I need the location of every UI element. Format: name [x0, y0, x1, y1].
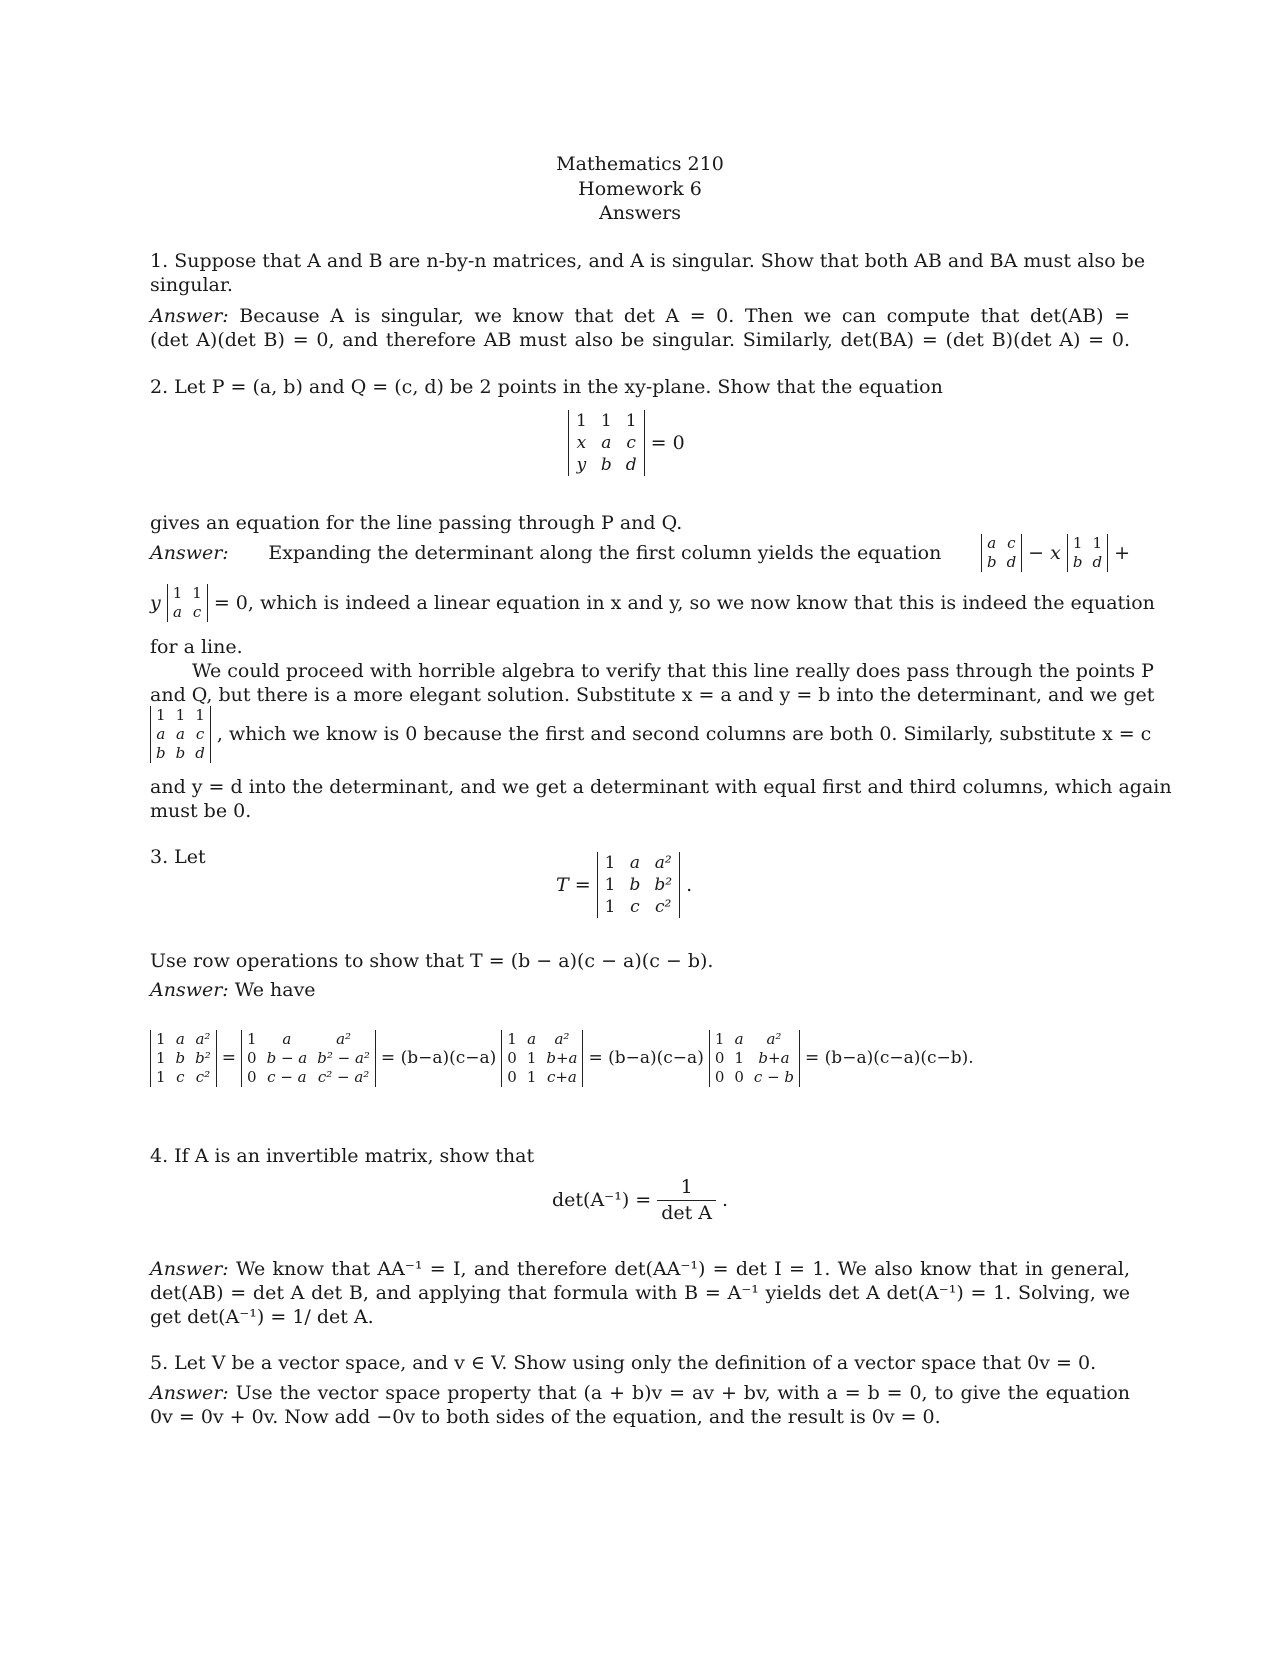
p2-after: gives an equation for the line passing through P and Q. [150, 512, 683, 534]
matrix-cell: 1 [714, 1030, 725, 1048]
matrix-cell: 1 [734, 1049, 744, 1067]
matrix-row [597, 852, 679, 874]
p3-intro: 3. Let [150, 846, 206, 868]
matrix-cell: a [175, 725, 185, 743]
matrix-cell: c [176, 1068, 185, 1086]
matrix-row [151, 1030, 217, 1049]
p1-question-line1: 1. Suppose that A and B are n-by-n matrices, and A is singular. Show that both AB and BA must also be [150, 250, 1146, 272]
matrix-cell: b² [195, 1049, 211, 1067]
matrix-row [502, 1030, 583, 1049]
matrix-cell: a [601, 433, 612, 453]
p3-T-determinant [597, 852, 680, 918]
p3-T-definition: T = 1 a a² 1 b b² 1 c c² . [556, 853, 693, 917]
matrix-cell: b [629, 875, 641, 895]
p2-para2-line1: We could proceed with horrible algebra to verify that this line really does pass through the points P [192, 660, 1154, 682]
matrix-row [1067, 553, 1107, 572]
matrix-cell: 1 [156, 1068, 166, 1086]
matrix-cell: 0 [714, 1049, 725, 1067]
p2-para2-line3: 1 1 1 a a c b b d , which we know is 0 because the first and second columns are both 0. Similarly, substitute x = c [150, 706, 1151, 763]
matrix-cell: 0 [714, 1068, 725, 1086]
matrix-cell: c − a [267, 1068, 307, 1086]
matrix-cell: 0 [507, 1068, 517, 1086]
matrix-row [242, 1049, 376, 1068]
matrix-cell: b [1072, 553, 1083, 571]
matrix-row [151, 1049, 217, 1068]
matrix-cell: 1 [156, 1030, 166, 1048]
p2-answer-line1: Answer: Expanding the determinant along the first column yields the equation a c b d − x 1 1 b d + [150, 534, 1130, 571]
matrix-row [597, 874, 679, 896]
matrix-row [151, 725, 211, 744]
matrix-row [242, 1068, 376, 1087]
matrix-cell: a [987, 534, 997, 552]
matrix-cell: 1 [175, 706, 186, 724]
matrix-row [709, 1030, 799, 1049]
matrix-cell: a [173, 603, 182, 621]
matrix-cell: c² [655, 897, 672, 917]
matrix-cell: b − a [266, 1049, 308, 1067]
matrix-cell: c [1007, 534, 1016, 552]
p4-answer-line3: get det(A⁻¹) = 1/ det A. [150, 1306, 374, 1328]
p3-m4 [709, 1030, 800, 1087]
matrix-row [709, 1068, 799, 1087]
matrix-cell: 1 [604, 897, 616, 917]
matrix-cell: c² [195, 1068, 211, 1086]
p2-answer-line2: y 1 1 a c = 0, which is indeed a linear equation in x and y, so we now know that this is indeed the equation [150, 584, 1155, 621]
matrix-cell: a [527, 1030, 537, 1048]
matrix-row [167, 603, 207, 622]
matrix-cell: 1 [576, 411, 587, 431]
matrix-cell: d [1006, 553, 1017, 571]
matrix-cell: 0 [247, 1068, 257, 1086]
p3-answer: Answer: We have [150, 979, 316, 1001]
matrix-row [167, 584, 207, 603]
matrix-cell: d [625, 455, 637, 475]
matrix-cell: c [195, 725, 205, 743]
p2-equation: 1 1 1 x a c y b d = 0 [568, 410, 685, 476]
matrix-row [597, 896, 679, 918]
matrix-cell: a [175, 1030, 185, 1048]
p3-row-reduction: 1 a a² 1 b b² 1 c c² = 1 a a² 0 b − a b² − a² 0 c − a c² − a² = (b−a)(c−a) 1 a a² 0 1 b+a 0 1 c+a = (b−a)(c−a) 1 a a² 0 1 b+a 0 0 c − b = (b−a)(c−a)(c−b). [150, 1030, 974, 1087]
p5-question: 5. Let V be a vector space, and v ∈ V. Show using only the definition of a vector space that 0v = 0. [150, 1352, 1097, 1374]
matrix-cell: b+a [758, 1049, 790, 1067]
matrix-cell: 1 [247, 1030, 257, 1048]
matrix-cell: 1 [156, 706, 166, 724]
matrix-row [569, 432, 645, 454]
matrix-cell: c [192, 603, 202, 621]
p2-minor1 [981, 534, 1022, 572]
p1-answer-line2: (det A)(det B) = 0, and therefore AB must also be singular. Similarly, det(BA) = (det B)(det A) = 0. [150, 329, 1130, 351]
answers-title: Answers [598, 202, 682, 224]
matrix-cell: c [626, 433, 636, 453]
matrix-cell: c − b [753, 1068, 795, 1086]
homework-title: Homework 6 [578, 178, 702, 200]
matrix-cell: 1 [600, 411, 612, 431]
matrix-cell: y [576, 455, 587, 475]
p2-para2-line4: and y = d into the determinant, and we get a determinant with equal first and third columns, which again [150, 776, 1172, 798]
p2-para2-line2: and Q, but there is a more elegant solution. Substitute x = a and y = b into the determinant, and we get [150, 684, 1155, 706]
matrix-cell: 1 [526, 1068, 537, 1086]
matrix-row [242, 1030, 376, 1049]
matrix-cell: a² [554, 1030, 570, 1048]
p4-answer-line1: Answer: We know that AA⁻¹ = I, and therefore det(AA⁻¹) = det I = 1. We also know that in general, [150, 1258, 1130, 1280]
p3-question: Use row operations to show that T = (b − a)(c − a)(c − b). [150, 950, 714, 972]
matrix-cell: b [986, 553, 997, 571]
p2-question: 2. Let P = (a, b) and Q = (c, d) be 2 points in the xy-plane. Show that the equation [150, 376, 943, 398]
matrix-row [502, 1049, 583, 1068]
p4-formula: det(A⁻¹) = $\frac{1}{\text{det A}}$ . [552, 1176, 729, 1224]
matrix-cell: 1 [195, 706, 205, 724]
matrix-row [151, 706, 211, 725]
matrix-cell: 1 [1072, 534, 1083, 552]
matrix-cell: b [600, 455, 612, 475]
p3-m2 [241, 1030, 376, 1087]
course-title: Mathematics 210 [556, 153, 724, 175]
matrix-row [1067, 534, 1107, 553]
matrix-row [569, 410, 645, 432]
matrix-cell: c+a [546, 1068, 577, 1086]
matrix-row [981, 553, 1021, 572]
p4-fraction: $\frac{1}{\text{det A}}$ [657, 1175, 716, 1226]
matrix-cell: 1 [604, 875, 616, 895]
matrix-cell: b [175, 1049, 186, 1067]
matrix-cell: a² [766, 1030, 782, 1048]
matrix-cell: a [629, 853, 640, 873]
p1-answer-line1: Answer: Because A is singular, we know that det A = 0. Then we can compute that det(AB) = [150, 305, 1130, 327]
matrix-row [151, 744, 211, 763]
matrix-cell: 0 [507, 1049, 517, 1067]
matrix-cell: b [175, 744, 186, 762]
matrix-row [151, 1068, 217, 1087]
matrix-cell: a [734, 1030, 744, 1048]
matrix-cell: a² [195, 1030, 211, 1048]
p1-question-line2: singular. [150, 274, 233, 296]
p2-para2-line5: must be 0. [150, 800, 252, 822]
matrix-row [981, 534, 1021, 553]
matrix-cell: 0 [734, 1068, 744, 1086]
matrix-row [569, 454, 645, 476]
matrix-cell: 1 [172, 584, 183, 602]
matrix-cell: 1 [507, 1030, 517, 1048]
matrix-cell: b [156, 744, 166, 762]
p4-question: 4. If A is an invertible matrix, show that [150, 1145, 535, 1167]
matrix-cell: a² [654, 853, 672, 873]
matrix-cell: c² − a² [317, 1068, 370, 1086]
matrix-cell: 1 [604, 853, 616, 873]
matrix-cell: 1 [526, 1049, 537, 1067]
matrix-cell: b+a [546, 1049, 578, 1067]
matrix-cell: b² [654, 875, 673, 895]
p5-answer-line2: 0v = 0v + 0v. Now add −0v to both sides of the equation, and the result is 0v = 0. [150, 1406, 941, 1428]
p5-answer-line1: Answer: Use the vector space property that (a + b)v = av + bv, with a = b = 0, to give the equation [150, 1382, 1131, 1404]
p3-m3 [501, 1030, 583, 1087]
matrix-cell: b² − a² [317, 1049, 370, 1067]
matrix-cell: 0 [247, 1049, 257, 1067]
matrix-cell: a² [336, 1030, 352, 1048]
p3-m1 [150, 1030, 217, 1087]
matrix-cell: x [576, 433, 587, 453]
matrix-cell: a [282, 1030, 292, 1048]
matrix-cell: 1 [192, 584, 202, 602]
p2-minor3 [167, 584, 208, 622]
p2-answer-end: for a line. [150, 636, 243, 658]
p2-determinant [568, 410, 645, 476]
matrix-cell: 1 [625, 411, 637, 431]
p4-answer-line2: det(AB) = det A det B, and applying that formula with B = A⁻¹ yields det A det(A⁻¹) = 1. Solving, we [150, 1282, 1130, 1304]
p2-sub-determinant [150, 706, 211, 763]
matrix-row [709, 1049, 799, 1068]
matrix-cell: a [156, 725, 166, 743]
matrix-cell: c [630, 897, 640, 917]
p2-minor2 [1067, 534, 1108, 572]
matrix-cell: 1 [156, 1049, 166, 1067]
matrix-cell: 1 [1092, 534, 1103, 552]
matrix-row [502, 1068, 583, 1087]
matrix-cell: d [195, 744, 205, 762]
matrix-cell: d [1092, 553, 1103, 571]
